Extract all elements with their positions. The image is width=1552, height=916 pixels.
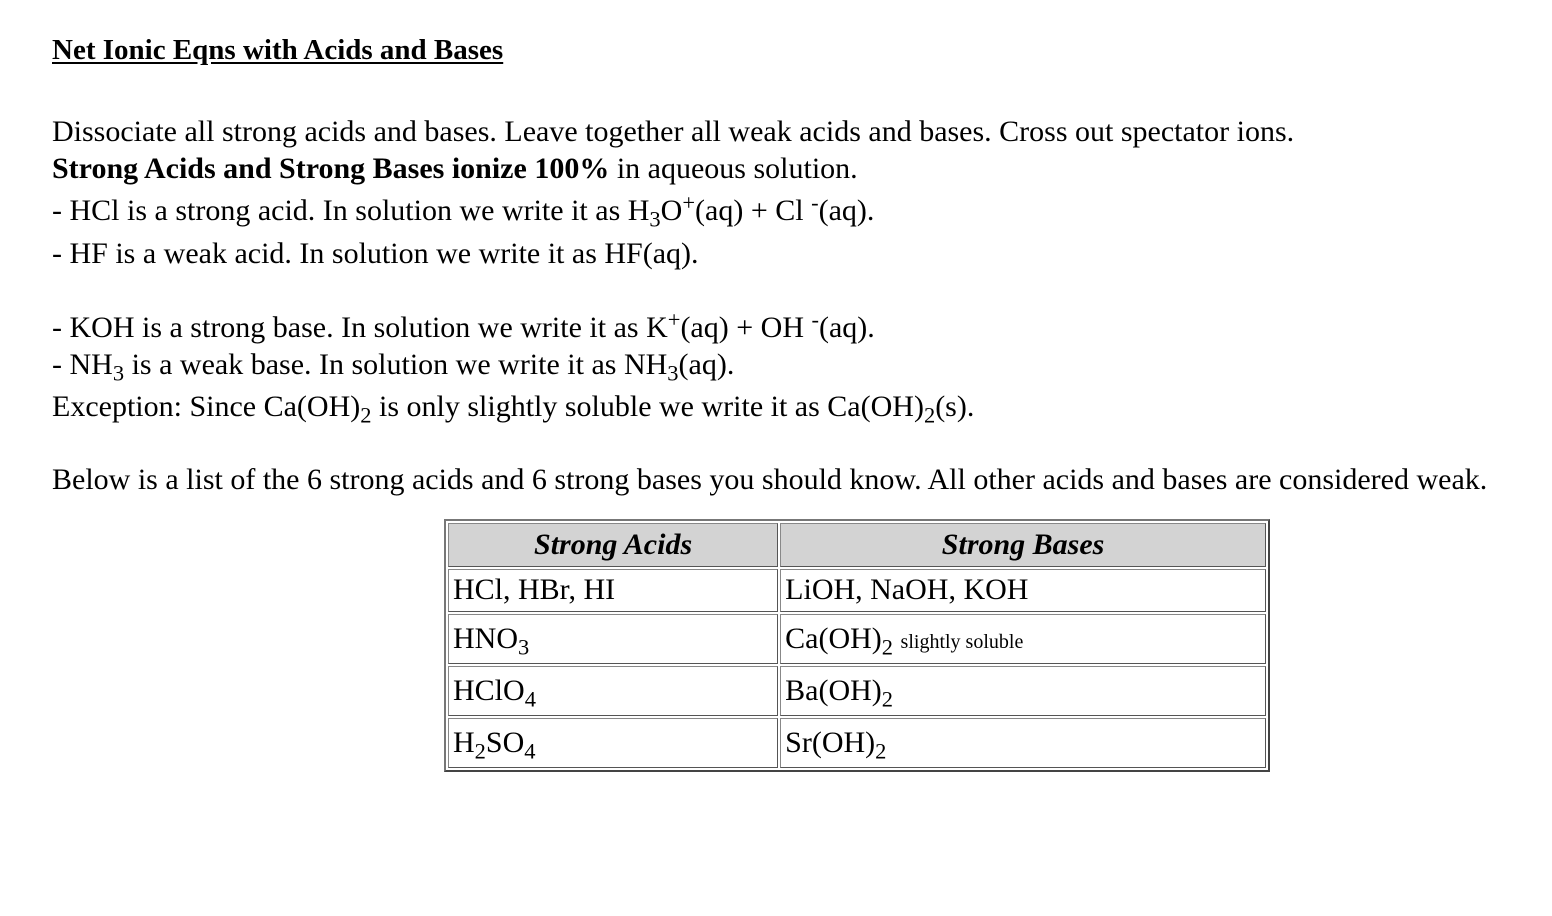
intro-text: Dissociate all strong acids and bases. Leave together all weak acids and bases. Cross out spectator ions.: [52, 115, 1295, 149]
hcl-text-2: O: [660, 194, 683, 228]
exception-sub-1: 2: [360, 402, 372, 428]
hcl-text-3: (aq) + Cl: [695, 194, 812, 228]
koh-sup-minus: -: [811, 307, 819, 333]
hcl-text-1: - HCl is a strong acid. In solution we write it as H: [52, 194, 650, 228]
exception-text-1: Exception: Since Ca(OH): [52, 390, 361, 424]
base-formula: Sr(OH): [785, 725, 876, 759]
base-formula: Ca(OH): [785, 621, 882, 655]
acid-formula: HClO: [453, 673, 525, 707]
exception-line: [52, 390, 1532, 428]
base-cell: [780, 666, 1266, 716]
exception-text-2: is only slightly soluble we write it as Ca(OH): [371, 390, 924, 424]
slightly-soluble-note: slightly soluble: [900, 630, 1024, 653]
hcl-text-4: (aq).: [818, 194, 875, 228]
nh3-sub-2: 3: [667, 360, 679, 386]
acid-formula: HNO: [453, 621, 518, 655]
acid-formula: H: [453, 725, 475, 759]
hcl-sub: 3: [649, 206, 661, 232]
base-subscript: 2: [881, 686, 894, 712]
acid-cell: [448, 614, 778, 664]
exception-text-3: (s).: [935, 390, 975, 424]
koh-sup-plus: +: [667, 307, 681, 333]
header-strong-acids: Strong Acids: [448, 523, 778, 567]
acid-cell: HCl, HBr, HI: [448, 569, 778, 612]
exception-sub-2: 2: [923, 402, 936, 428]
strong-acids-bases-table: [444, 519, 1270, 772]
base-cell: [780, 718, 1266, 768]
table-header-row: [448, 523, 1266, 567]
table-row: [448, 666, 1266, 716]
intro-line: [52, 115, 1532, 150]
base-cell: [780, 614, 1266, 664]
hcl-line: [52, 190, 1532, 232]
base-formula: Ba(OH): [785, 673, 882, 707]
acid-cell: [448, 666, 778, 716]
table-row: [448, 569, 1266, 612]
table-row: [448, 614, 1266, 664]
acid-cell: [448, 718, 778, 768]
koh-text-2: (aq) + OH: [680, 311, 812, 345]
table-row: [448, 718, 1266, 768]
nh3-line: [52, 347, 1532, 386]
acid-formula-mid: SO: [485, 725, 525, 759]
hcl-sup-minus: -: [811, 190, 819, 216]
nh3-text-3: (aq).: [678, 347, 735, 381]
acid-subscript: 4: [524, 686, 536, 712]
nh3-text-2: is a weak base. In solution we write it as NH: [124, 347, 668, 381]
nh3-sub-1: 3: [112, 360, 125, 386]
strong-ionize-bold: Strong Acids and Strong Bases ionize 100%: [52, 151, 610, 185]
hf-line: - HF is a weak acid. In solution we write it as HF(aq).: [52, 236, 699, 270]
koh-text-1: - KOH is a strong base. In solution we write it as K: [52, 311, 668, 345]
hcl-sup-plus: +: [682, 190, 696, 216]
base-subscript: 2: [875, 738, 887, 764]
below-line: Below is a list of the 6 strong acids and 6 strong bases you should know. All other acids and bases are considered weak.: [52, 462, 1488, 496]
acid-subscript: 2: [474, 738, 486, 764]
header-strong-bases: Strong Bases: [780, 523, 1266, 567]
document-page: [52, 34, 1532, 497]
strong-ionize-line: [52, 152, 1532, 187]
base-subscript: 2: [881, 634, 894, 660]
koh-line: [52, 307, 1532, 346]
page-title: Net Ionic Eqns with Acids and Bases: [52, 34, 504, 66]
koh-text-3: (aq).: [818, 311, 875, 345]
base-cell: LiOH, NaOH, KOH: [780, 569, 1266, 612]
strong-ionize-rest: in aqueous solution.: [609, 151, 858, 185]
acid-subscript: 4: [524, 738, 536, 764]
acid-subscript: 3: [518, 634, 530, 660]
nh3-text-1: - NH: [52, 347, 113, 381]
